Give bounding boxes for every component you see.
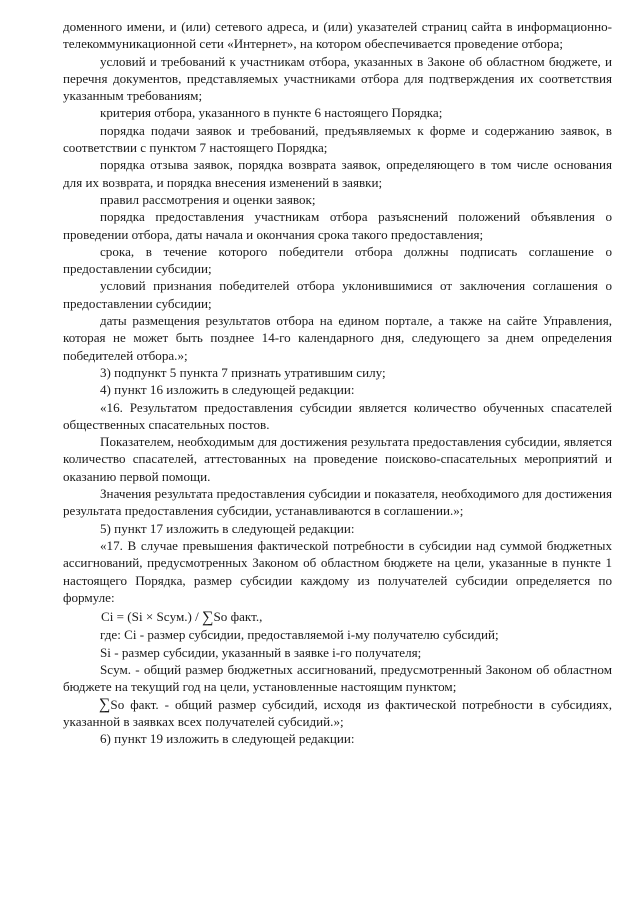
paragraph: Значения результата предоставления субсидии и показателя, необходимого для достижения результата предоставления субсидии, устанавливаются в соглашении.»; [63, 486, 612, 519]
subsidy-formula [63, 608, 612, 625]
paragraph: где: Ci - размер субсидии, предоставляемой i-му получателю субсидий; [100, 627, 499, 643]
paragraph: «16. Результатом предоставления субсидии является количество обученных спасателей общественных спасательных постов. [63, 399, 612, 432]
paragraph: порядка предоставления участникам отбора разъяснений положений объявления о проведении отбора, даты начала и окончания срока такого предоставления; [63, 209, 612, 242]
paragraph: Показателем, необходимым для достижения результата предоставления субсидии, является количество спасателей, аттестованных на проведение поисково-спасательных мероприятий и оказанию первой помощи. [63, 434, 612, 484]
amendment-item: 4) пункт 16 изложить в следующей редакции: [100, 382, 355, 398]
paragraph: «17. В случае превышения фактической потребности в субсидии над суммой бюджетных ассигнований, предусмотренных Законом об областном бюджете на цели, указанные в пункте 1 настоящего Порядка, размер субсидии каждому из получателей субсидии определяется по формуле: [63, 537, 612, 605]
paragraph: критерия отбора, указанного в пункте 6 настоящего Порядка; [100, 105, 443, 121]
paragraph: правил рассмотрения и оценки заявок; [100, 191, 316, 207]
formula-left: Ci = (Si × Scум.) / [101, 609, 203, 625]
amendment-item: 5) пункт 17 изложить в следующей редакции: [100, 520, 355, 536]
sum-definition [63, 696, 612, 731]
amendment-item: 3) подпункт 5 пункта 7 признать утратившим силу; [100, 364, 386, 380]
paragraph: даты размещения результатов отбора на едином портале, а также на сайте Управления, которая не может быть позднее 14-го календарного дня, следующего за днем определения победителей отбора.»; [63, 313, 612, 363]
paragraph: Si - размер субсидии, указанный в заявке i-го получателя; [100, 644, 422, 660]
sum-term: So факт. [110, 696, 159, 712]
sum-text: - общий размер субсидий, исходя из фактической потребности в субсидиях, указанной в заявках всех получателей субсидий.»; [63, 696, 612, 729]
sum-symbol: ∑ [202, 609, 214, 627]
paragraph: условий и требований к участникам отбора, указанных в Законе об областном бюджете, и перечня документов, представляемых участниками отбора для подтверждения их соответствия указанным требованиям; [63, 53, 612, 104]
formula-right: So факт., [213, 609, 263, 625]
paragraph: доменного имени, и (или) сетевого адреса, и (или) указателей страниц сайта в информационно-телекоммуникационной сети «Интернет», на котором обеспечивается проведение отбора; [63, 19, 612, 52]
paragraph: условий признания победителей отбора уклонившимися от заключения соглашения о предоставлении субсидии; [63, 278, 612, 311]
sum-symbol: ∑ [99, 695, 111, 713]
paragraph: порядка подачи заявок и требований, предъявляемых к форме и содержанию заявок, в соответствии с пунктом 7 настоящего Порядка; [63, 122, 612, 156]
paragraph: Scум. - общий размер бюджетных ассигнований, предусмотренный Законом об областном бюджете на текущий год на цели, установленные настоящим пунктом; [63, 661, 612, 695]
paragraph: срока, в течение которого победители отбора должны подписать соглашение о предоставлении субсидии; [63, 243, 612, 277]
amendment-item: 6) пункт 19 изложить в следующей редакции: [100, 731, 355, 747]
paragraph: порядка отзыва заявок, порядка возврата заявок, определяющего в том числе основания для их возврата, и порядка внесения изменений в заявки; [63, 157, 612, 190]
